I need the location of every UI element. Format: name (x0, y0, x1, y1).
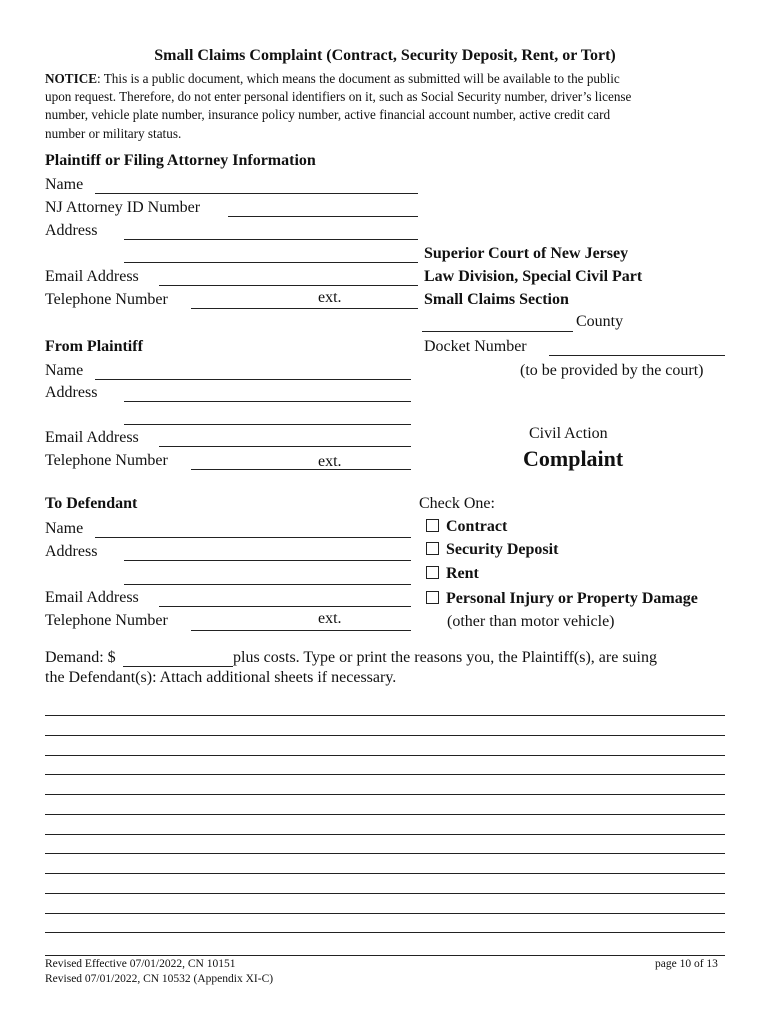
attorney-id-line (228, 216, 418, 217)
attorney-ext-field[interactable] (348, 290, 416, 308)
check-one-label: Check One: (419, 495, 495, 512)
demand-suffix: plus costs. Type or print the reasons you, the Plaintiff(s), are suing (233, 649, 657, 666)
defendant-email-line (159, 606, 411, 607)
attorney-ext-label: ext. (318, 289, 342, 306)
security-deposit-checkbox[interactable] (426, 542, 439, 555)
personal-injury-label: Personal Injury or Property Damage (446, 590, 698, 607)
reason-line[interactable] (45, 873, 725, 874)
defendant-address-field-1[interactable] (126, 542, 410, 560)
reason-line[interactable] (45, 794, 725, 795)
defendant-address-label: Address (45, 543, 98, 560)
defendant-phone-field[interactable] (193, 611, 313, 629)
attorney-id-field[interactable] (230, 198, 417, 216)
plaintiff-email-label: Email Address (45, 429, 139, 446)
footer-divider (45, 955, 725, 956)
notice-text (45, 70, 735, 143)
option-security-deposit[interactable] (426, 541, 558, 559)
footer-revised-2: Revised 07/01/2022, CN 10532 (Appendix XI-C) (45, 973, 274, 985)
attorney-address-line-1 (124, 239, 418, 240)
option-rent[interactable] (426, 565, 479, 583)
attorney-phone-label: Telephone Number (45, 291, 168, 308)
defendant-phone-label: Telephone Number (45, 612, 168, 629)
defendant-email-label: Email Address (45, 589, 139, 606)
attorney-address-field-1[interactable] (126, 221, 417, 239)
notice-label: NOTICE (45, 71, 98, 86)
attorney-address-field-2[interactable] (126, 244, 417, 262)
attorney-id-label: NJ Attorney ID Number (45, 199, 201, 216)
defendant-section-heading: To Defendant (45, 495, 138, 512)
demand-amount-line (123, 666, 233, 667)
attorney-address-label: Address (45, 222, 98, 239)
reason-line[interactable] (45, 893, 725, 894)
plaintiff-address-line-1 (124, 401, 411, 402)
notice-line-3: number, vehicle plate number, insurance policy number, active financial account number, active credit card (45, 107, 611, 123)
footer-revised-1: Revised Effective 07/01/2022, CN 10151 (45, 958, 236, 970)
notice-line-4: number or military status. (45, 125, 182, 141)
defendant-address-field-2[interactable] (126, 566, 410, 584)
rent-checkbox[interactable] (426, 566, 439, 579)
plaintiff-name-field[interactable] (97, 361, 410, 379)
notice-line-2: upon request. Therefore, do not enter personal identifiers on it, such as Social Security number, driver’s license (45, 89, 632, 105)
demand-instructions: the Defendant(s): Attach additional sheets if necessary. (45, 669, 397, 686)
reason-line[interactable] (45, 735, 725, 736)
county-line (422, 331, 573, 332)
defendant-name-field[interactable] (97, 519, 410, 537)
rent-label: Rent (446, 565, 479, 582)
defendant-address-line-2 (124, 584, 411, 585)
civil-action-label: Civil Action (529, 425, 608, 442)
attorney-email-label: Email Address (45, 268, 139, 285)
personal-injury-note: (other than motor vehicle) (447, 613, 615, 630)
form-title: Small Claims Complaint (Contract, Security Deposit, Rent, or Tort) (154, 47, 616, 64)
attorney-name-line (95, 193, 418, 194)
docket-number-label: Docket Number (424, 338, 527, 355)
court-name: Superior Court of New Jersey (424, 245, 629, 262)
reason-line[interactable] (45, 755, 725, 756)
defendant-ext-field[interactable] (348, 611, 410, 629)
reason-line[interactable] (45, 932, 725, 933)
plaintiff-ext-field[interactable] (348, 451, 410, 469)
reason-line[interactable] (45, 834, 725, 835)
plaintiff-section-heading: From Plaintiff (45, 338, 143, 355)
attorney-section-heading: Plaintiff or Filing Attorney Information (45, 152, 316, 169)
attorney-phone-line (191, 308, 418, 309)
demand-amount-field[interactable] (125, 648, 232, 666)
reason-line[interactable] (45, 913, 725, 914)
plaintiff-address-line-2 (124, 424, 411, 425)
plaintiff-address-label: Address (45, 384, 98, 401)
contract-checkbox[interactable] (426, 519, 439, 532)
reason-line[interactable] (45, 715, 725, 716)
reason-line[interactable] (45, 774, 725, 775)
option-contract[interactable] (426, 518, 507, 536)
defendant-name-label: Name (45, 520, 84, 537)
court-section: Small Claims Section (424, 291, 569, 308)
plaintiff-name-label: Name (45, 362, 84, 379)
attorney-email-line (159, 285, 418, 286)
plaintiff-ext-label: ext. (318, 453, 342, 470)
docket-number-line (549, 355, 725, 356)
plaintiff-address-field-2[interactable] (126, 406, 410, 424)
personal-injury-checkbox[interactable] (426, 591, 439, 604)
reason-line[interactable] (45, 814, 725, 815)
county-label: County (576, 313, 624, 330)
document-type-heading: Complaint (523, 446, 624, 471)
attorney-email-field[interactable] (161, 267, 417, 285)
reason-line[interactable] (45, 853, 725, 854)
docket-number-note: (to be provided by the court) (520, 362, 704, 379)
plaintiff-name-line (95, 379, 411, 380)
court-division: Law Division, Special Civil Part (424, 268, 643, 285)
notice-line-1: : This is a public document, which means the document as submitted will be available to the public (97, 71, 620, 86)
plaintiff-address-field-1[interactable] (126, 383, 410, 401)
defendant-address-line-1 (124, 560, 411, 561)
demand-prefix: Demand: $ (45, 649, 116, 666)
footer-page-number: page 10 of 13 (655, 958, 718, 970)
plaintiff-email-field[interactable] (161, 428, 410, 446)
attorney-phone-field[interactable] (193, 290, 313, 308)
defendant-ext-label: ext. (318, 610, 342, 627)
attorney-name-label: Name (45, 176, 84, 193)
plaintiff-phone-line (191, 469, 411, 470)
docket-number-field[interactable] (551, 337, 724, 355)
security-deposit-label: Security Deposit (446, 541, 559, 558)
attorney-name-field[interactable] (97, 175, 417, 193)
county-field[interactable] (424, 313, 572, 331)
defendant-phone-line (191, 630, 411, 631)
contract-label: Contract (446, 518, 508, 535)
option-personal-injury[interactable] (426, 590, 698, 608)
plaintiff-phone-label: Telephone Number (45, 452, 168, 469)
plaintiff-email-line (159, 446, 411, 447)
plaintiff-phone-field[interactable] (193, 451, 313, 469)
attorney-address-line-2 (124, 262, 418, 263)
defendant-email-field[interactable] (161, 588, 410, 606)
defendant-name-line (95, 537, 411, 538)
